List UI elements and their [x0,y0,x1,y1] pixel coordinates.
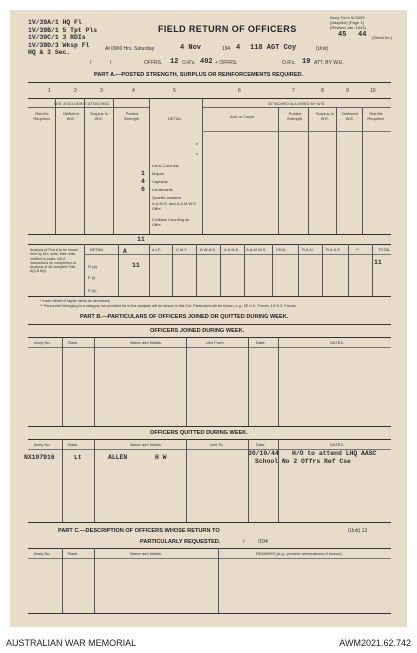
initials: H W [155,454,167,461]
form-ref-line: (Adapted) (Page 1) [330,19,365,25]
col-head: Deficient W.E. [342,111,358,121]
col-divider [55,98,56,234]
table-head: DATES. [330,442,345,447]
col-head: Arm or Corps. [230,114,255,119]
rule [28,548,391,549]
surname: ALLEN [108,454,128,461]
footer-accession: AWM2021.62.742 [339,638,411,648]
posted-value: 1 [141,170,145,177]
col-divider [298,244,299,296]
rule [28,244,391,245]
col-number: 5 [173,88,176,94]
analysis-head: DETAIL [90,247,104,252]
table-head: Army No. [34,340,51,345]
col-divider [84,98,85,234]
rule [28,324,391,325]
analysis-row-label: R (ii) [88,288,97,293]
col-head: Deficient W.E. [63,111,79,121]
unit-value: 118 AGT Coy [250,44,297,52]
col-divider [62,337,63,426]
analysis-head: A.A.M.W.S. [246,247,267,252]
analysis-row-label: E (i) [88,275,96,280]
footer-bar [0,629,417,653]
unit-line: 1V/39B/1 5 Tpt Pls [28,26,98,34]
table-head: Army No. [34,442,51,447]
col-divider [308,107,309,234]
col-head: Posted Strength. [286,111,304,121]
analysis-total: 11 [374,259,382,266]
unit-line: HQ & 3 Sec. [28,49,71,57]
table-head: Rank. [68,551,79,556]
table-head: Rank. [68,442,79,447]
col-divider [94,439,95,522]
unit-line: 1V/39D/3 Wksp Fl [28,41,90,49]
analysis-a-value: 11 [132,262,140,269]
col-divider [372,244,373,296]
part-c-year: /194 [258,539,268,545]
rank-label: Civilians Counting as Offrs. [152,217,190,227]
remark-line: H/O to attend LHQ AASC [292,450,377,457]
table-head: Unit From. [206,340,225,345]
col-number: 10 [370,88,376,94]
table-head: Name and Initials. [130,340,163,345]
col-divider [196,244,197,296]
col-divider [336,107,337,234]
ors2-value: 19 [302,58,311,66]
part-a-rule [28,82,391,83]
col-divider [348,244,349,296]
analysis-head: A [123,248,127,255]
slash-1: / [90,60,92,66]
col-number: 2 [74,88,77,94]
col-head: Surplus to W.E. [315,111,334,121]
part-c-title: PART C.—DESCRIPTION OF OFFICERS WHOSE RETURN TO [58,528,220,534]
we-header: W.E. EXCLUDING ATTACHED. [54,101,110,106]
rank-label: A.A.M.S. and A.A.M.W.S. Offrs. [152,201,197,211]
col-number: 9 [346,88,349,94]
col-divider [322,244,323,296]
form-ref-line: (Revised Jan. 1943) [330,24,366,30]
rule [28,234,391,235]
total-posted: 11 [137,236,145,243]
rank-label: Majors [152,171,165,176]
rank-label: Captains [152,179,168,184]
bullet: * [196,143,198,149]
col-divider [278,337,279,426]
document-page [10,10,407,627]
ors-label: O.R's. [182,60,196,66]
col-divider [84,244,85,296]
col-number: 3 [100,88,103,94]
footnote: * Insert detail of higher ranks as necessary. [40,299,111,303]
rank-label: Lieut.-Colonels [152,163,179,168]
rank-label: Quarter-masters [152,195,182,200]
table-head: DATES. [330,340,345,345]
col-divider [149,98,150,234]
form-ref-line: Army Form W.3009 [330,15,365,20]
att-label: ATT. BY W.E. [314,60,344,66]
rule [84,254,391,255]
col-divider [362,107,363,234]
table-head: Name and Initials. [130,551,163,556]
form-reference [330,16,366,30]
col-divider [186,439,187,522]
analysis-head: R.A.N. [302,247,314,252]
table-head: REMARKS (e.g., present whereabouts if known). [256,551,343,556]
table-head: Date. [256,442,266,447]
unit-label: (Unit) [316,46,329,52]
analysis-head: C.M.F. [176,247,188,252]
rank: Lt [74,454,82,461]
date-value: 4 Nov [180,44,202,52]
table-head: Unit To. [210,442,224,447]
ors2-label: O.R's. [282,60,296,66]
col-divider [272,244,273,296]
analysis-head: CIVIL [276,247,287,252]
analysis-row-label: R (a) [88,264,97,269]
analysis-head: ** [356,247,360,252]
unit-line: 1V/39A/1 HQ Fl [28,19,82,26]
year-value: 4 [236,44,241,52]
col-number: 8 [321,88,324,94]
analysis-head: A.I.F. [152,247,162,252]
form-number: 45 [338,31,347,39]
col-divider [62,548,63,613]
col-divider [94,337,95,426]
plus-offrs-label: + OFFRS. [215,60,238,66]
rule [28,98,391,99]
table-head: Name and Initials. [130,442,163,447]
form-number-2: 44 [358,31,367,39]
att-header: ATTACHED ALLOWED BY W.E. [268,101,326,106]
year-prefix: 194 [222,46,231,52]
serial-label: (Serial No.) [372,35,393,40]
col-divider [118,244,119,296]
analysis-head: A.A.N.S. [224,247,240,252]
unit-list [28,19,97,57]
offrs-value: 12 [170,58,179,66]
col-number: 6 [238,88,241,94]
col-head: Reinf'ts Required. [33,111,51,121]
army-number: NX107916 [24,454,55,461]
time-label: At 0900 Hrs. Saturday [105,46,155,52]
col-number: 4 [132,88,135,94]
part-c-unit-label: (Unit) 13 [348,528,368,534]
ors-value: 402 [200,58,213,66]
rule [28,107,149,108]
col-divider [94,548,95,613]
rule [28,347,391,348]
footnote: ** Personnel belonging to a category not provided for in the analysis will be shown in this Col. Particulars will be shown, e.g., 2E U.K. Forces; 1S N.Z. Forces. [40,304,297,308]
col-head: Surplus to W.E. [89,111,108,121]
col-divider [113,98,114,234]
slash: / [243,539,245,545]
table-head: Army No. [34,551,51,556]
analysis-head: A.W.A.S. [200,247,217,252]
rule [28,296,391,297]
rule [28,522,391,523]
rule [28,613,391,614]
posted-value: 4 [141,178,145,185]
col-divider [248,337,249,426]
joined-title: OFFICERS JOINED DURING WEEK. [150,328,245,334]
col-number: 1 [48,88,51,94]
col-divider [278,107,279,234]
rule [28,439,391,440]
bullet: * [196,153,198,159]
analysis-note: Analysis of Part A to be shown here by ALL units, their units entitled to posts. Nil of instructions for completion of Analysis of all complete Part A(i) & A(ii). [30,248,79,274]
rule [28,558,391,559]
quitted-title: OFFICERS QUITTED DURING WEEK. [150,430,248,436]
remark-line: School No 2 Offrs Ref Cse [255,458,351,465]
analysis-head: R.A.A.F. [326,247,341,252]
table-head: Date. [256,340,266,345]
part-c-subtitle: PARTICULARLY REQUESTED. [140,539,221,545]
rank-label: Lieutenants [152,187,173,192]
form-title: FIELD RETURN OF OFFICERS [158,24,297,34]
col-divider [218,548,219,613]
unit-line: 1V/39C/1 3 RDIs [28,34,86,42]
col-divider [149,244,150,296]
offrs-label: OFFRS. [144,60,163,66]
part-a-title: PART A.—POSTED STRENGTH, SURPLUS OR REINFORCEMENTS REQUIRED. [94,72,304,78]
col-number: 7 [292,88,295,94]
detail-label: DETAIL [168,116,182,121]
col-divider [220,244,221,296]
col-head: Posted Strength. [123,111,141,121]
col-divider [172,244,173,296]
footer-credit: AUSTRALIAN WAR MEMORIAL [6,638,137,648]
col-divider [186,337,187,426]
rule [28,337,391,338]
quit-date: 30/10/44 [248,450,279,457]
col-head: Reinf'ts Required. [367,111,385,121]
table-head: Rank. [68,340,79,345]
analysis-head: TOTAL [378,247,391,252]
part-b-title: PART B.—PARTICULARS OF OFFICERS JOINED OR QUITTED DURING WEEK. [80,314,289,320]
rule [28,426,391,427]
slash-2: / [110,60,112,66]
col-divider [244,244,245,296]
posted-value: 6 [141,186,145,193]
rule [202,131,391,132]
col-divider [62,439,63,522]
col-divider [202,98,203,234]
